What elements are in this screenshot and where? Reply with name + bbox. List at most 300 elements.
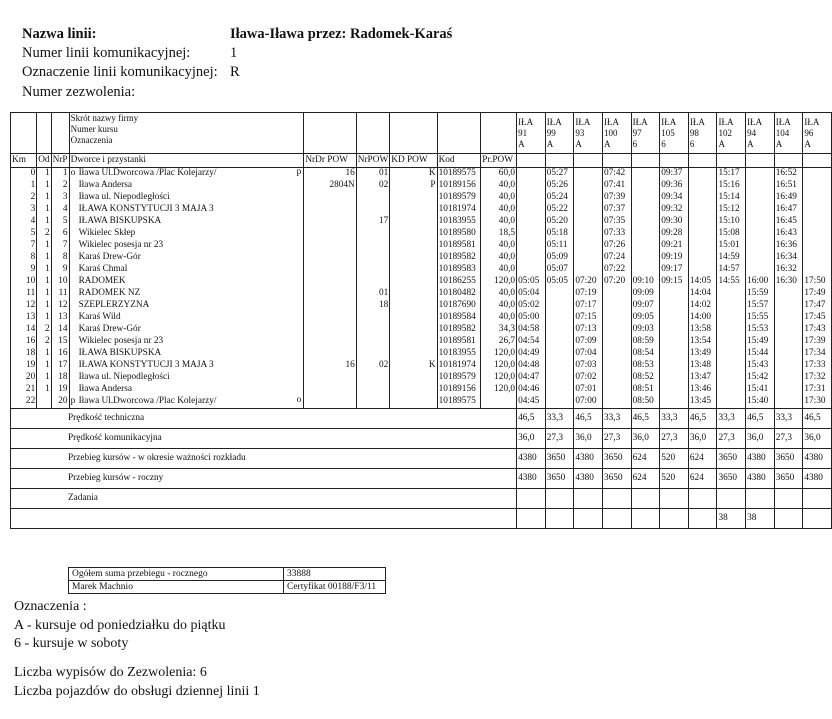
footer-value: 27,3 — [774, 429, 803, 449]
cell-time: 09:21 — [660, 240, 689, 252]
cell-time: 04:46 — [517, 384, 546, 396]
footer-label-text: Przebieg kursów - w okresie ważności rozkładu — [68, 452, 246, 463]
cell-time — [803, 180, 832, 192]
cell-stop — [69, 228, 304, 240]
cell-time — [602, 336, 631, 348]
cell-km: 9 — [11, 264, 37, 276]
cell-stop — [69, 288, 304, 300]
total-label: Ogółem suma przebiegu - rocznego — [69, 568, 284, 581]
cell-nrp: 6 — [51, 228, 69, 240]
cell-time: 05:22 — [545, 204, 574, 216]
cell-time — [688, 252, 717, 264]
table-row — [11, 192, 832, 204]
cell-time: 07:26 — [602, 240, 631, 252]
cell-kod: 10189584 — [437, 312, 481, 324]
cell-od: 1 — [37, 348, 51, 360]
cell-kd — [390, 372, 437, 384]
cell-time: 15:43 — [746, 360, 775, 372]
cell-time: 09:05 — [631, 312, 660, 324]
cell-od: 1 — [37, 216, 51, 228]
cell-nrdr — [304, 264, 356, 276]
cell-time — [602, 372, 631, 384]
footer-value: 624 — [631, 449, 660, 469]
cell-od: 2 — [37, 336, 51, 348]
table-row — [11, 228, 832, 240]
cell-kd — [390, 240, 437, 252]
cell-time: 13:58 — [688, 324, 717, 336]
cell-time: 15:40 — [746, 396, 775, 409]
cell-time — [746, 240, 775, 252]
cell-time — [631, 192, 660, 204]
footer-value: 3650 — [545, 449, 574, 469]
cell-nrpow — [356, 276, 389, 288]
cell-od: 2 — [37, 324, 51, 336]
stop-prefix: p — [70, 396, 76, 407]
footer-value: 46,5 — [574, 409, 603, 429]
cell-time: 17:30 — [803, 396, 832, 409]
cell-time: 16:49 — [774, 192, 803, 204]
cell-km: 18 — [11, 348, 37, 360]
stop-prefix: o — [70, 168, 76, 179]
cell-kd — [390, 264, 437, 276]
footer-value: 27,3 — [717, 429, 746, 449]
table-row — [11, 252, 832, 264]
footer-value: 520 — [660, 469, 689, 489]
cell-nrpow — [356, 228, 389, 240]
cell-time — [631, 180, 660, 192]
table-row — [11, 372, 832, 384]
cell-time: 07:20 — [574, 276, 603, 288]
footer-value: 624 — [631, 469, 660, 489]
cell-km: 7 — [11, 240, 37, 252]
table-row — [11, 288, 832, 300]
table-row — [11, 264, 832, 276]
cell-time — [545, 396, 574, 409]
cell-nrdr — [304, 288, 356, 300]
cell-nrdr — [304, 300, 356, 312]
cell-time: 07:33 — [602, 228, 631, 240]
cell-od: 1 — [37, 288, 51, 300]
cell-time — [774, 300, 803, 312]
cell-nrpow: 02 — [356, 360, 389, 372]
cell-time — [517, 228, 546, 240]
cell-time — [545, 384, 574, 396]
cell-time — [660, 384, 689, 396]
cell-time — [602, 288, 631, 300]
cell-nrp: 8 — [51, 252, 69, 264]
cell-km: 10 — [11, 276, 37, 288]
cell-time: 04:47 — [517, 372, 546, 384]
cell-time: 15:55 — [746, 312, 775, 324]
stop-name: RADOMEK — [78, 276, 126, 287]
col-pr: Pr.POW — [481, 154, 517, 168]
cell-km: 8 — [11, 252, 37, 264]
table-row — [11, 300, 832, 312]
cell-time — [717, 324, 746, 336]
cell-stop — [69, 336, 304, 348]
cell-od: 1 — [37, 204, 51, 216]
cell-nrp: 18 — [51, 372, 69, 384]
col-nrp: NrP — [51, 154, 69, 168]
footer-value: 46,5 — [631, 409, 660, 429]
cell-time: 07:00 — [574, 396, 603, 409]
cell-time: 07:19 — [574, 288, 603, 300]
cell-time: 08:52 — [631, 372, 660, 384]
cell-pr: 120,0 — [481, 276, 517, 288]
cell-time: 15:08 — [717, 228, 746, 240]
cell-kod: 10189575 — [437, 168, 481, 181]
cell-kd — [390, 228, 437, 240]
cell-km: 5 — [11, 228, 37, 240]
footer-value — [545, 489, 574, 509]
cell-stop — [69, 300, 304, 312]
cell-time: 09:30 — [660, 216, 689, 228]
cell-time — [545, 360, 574, 372]
col-od: Od — [37, 154, 51, 168]
stop-name: SZEPLERZYZNA — [78, 300, 150, 311]
cell-pr: 18,5 — [481, 228, 517, 240]
cell-time — [717, 336, 746, 348]
cell-time — [803, 216, 832, 228]
footer-value: 36,0 — [746, 429, 775, 449]
footer-value: 36,0 — [803, 429, 832, 449]
cell-stop — [69, 360, 304, 372]
cell-time — [746, 216, 775, 228]
footer-value: 4380 — [574, 469, 603, 489]
footer-value — [746, 489, 775, 509]
col-nrdr: NrDr POW — [304, 154, 356, 168]
cell-time: 07:03 — [574, 360, 603, 372]
cell-time: 05:20 — [545, 216, 574, 228]
cell-time: 15:42 — [746, 372, 775, 384]
cell-time: 13:48 — [688, 360, 717, 372]
cell-time: 14:04 — [688, 288, 717, 300]
cell-time: 08:54 — [631, 348, 660, 360]
cell-time: 17:50 — [803, 276, 832, 288]
cell-time: 05:04 — [517, 288, 546, 300]
cell-time: 17:43 — [803, 324, 832, 336]
cell-time: 16:30 — [774, 276, 803, 288]
cell-pr: 40,0 — [481, 216, 517, 228]
cell-kod: 10189581 — [437, 240, 481, 252]
cell-time: 16:52 — [774, 168, 803, 181]
footer-value — [803, 509, 832, 529]
footer-value: 33,3 — [602, 409, 631, 429]
cell-nrdr — [304, 348, 356, 360]
cell-nrp: 11 — [51, 288, 69, 300]
footer-row — [11, 449, 832, 469]
cell-nrp: 10 — [51, 276, 69, 288]
cell-stop — [69, 276, 304, 288]
cell-kod: 10189580 — [437, 228, 481, 240]
cell-time: 08:50 — [631, 396, 660, 409]
table-row — [11, 312, 832, 324]
cell-time — [774, 288, 803, 300]
extracts-count: Liczba wypisów do Zezwolenia: 6 — [14, 665, 207, 680]
footer-value — [717, 489, 746, 509]
cell-nrdr — [304, 192, 356, 204]
cell-nrpow — [356, 384, 389, 396]
footer-value: 36,0 — [688, 429, 717, 449]
cell-km: 4 — [11, 216, 37, 228]
cell-time — [717, 396, 746, 409]
stop-name: Iława Ul.Dworcowa /Plac Kolejarzy/ — [78, 168, 217, 179]
footer-label — [11, 489, 517, 509]
cell-time: 13:54 — [688, 336, 717, 348]
stop-name: Karaś Chmal — [78, 264, 128, 275]
footer-value: 33,3 — [717, 409, 746, 429]
cell-time — [602, 300, 631, 312]
legend-a: A - kursuje od poniedziałku do piątku — [14, 618, 226, 633]
cell-time: 09:15 — [660, 276, 689, 288]
cell-time: 07:42 — [602, 168, 631, 181]
col-km: Km — [11, 154, 37, 168]
cell-kd: P — [390, 180, 437, 192]
cell-kod: 10189579 — [437, 192, 481, 204]
cell-kod: 10180482 — [437, 288, 481, 300]
cell-time — [774, 348, 803, 360]
footer-label — [11, 429, 517, 449]
cell-time — [688, 192, 717, 204]
cell-stop — [69, 348, 304, 360]
footer-value: 520 — [660, 449, 689, 469]
cell-stop — [69, 192, 304, 204]
cell-stop — [69, 396, 304, 409]
footer-value: 33,3 — [545, 409, 574, 429]
footer-row — [11, 469, 832, 489]
cell-pr: 120,0 — [481, 360, 517, 372]
cell-kd — [390, 324, 437, 336]
footer-value: 33,3 — [660, 409, 689, 429]
cell-time: 09:03 — [631, 324, 660, 336]
cell-kd — [390, 204, 437, 216]
cell-time — [631, 216, 660, 228]
cell-time: 05:05 — [545, 276, 574, 288]
col-stops: Dworce i przystanki — [69, 154, 304, 168]
cell-time — [545, 288, 574, 300]
cell-time: 07:35 — [602, 216, 631, 228]
footer-value: 624 — [688, 449, 717, 469]
cell-time — [746, 204, 775, 216]
cell-km: 12 — [11, 300, 37, 312]
cell-time: 09:09 — [631, 288, 660, 300]
cell-time: 15:53 — [746, 324, 775, 336]
cell-time — [660, 360, 689, 372]
footer-value: 46,5 — [803, 409, 832, 429]
stop-name: RADOMEK NŻ — [78, 288, 141, 299]
col-kd: KD POW — [390, 154, 437, 168]
cell-time: 07:17 — [574, 300, 603, 312]
footer-row — [11, 509, 832, 529]
cell-time — [746, 180, 775, 192]
cell-nrpow: 02 — [356, 180, 389, 192]
cell-time — [803, 204, 832, 216]
cell-nrpow — [356, 312, 389, 324]
cell-nrpow — [356, 348, 389, 360]
cell-nrpow — [356, 396, 389, 409]
cell-time: 13:49 — [688, 348, 717, 360]
cell-kod: 10189583 — [437, 264, 481, 276]
cell-kd — [390, 252, 437, 264]
cell-time — [631, 204, 660, 216]
cell-km: 14 — [11, 324, 37, 336]
cell-time — [574, 216, 603, 228]
cell-time: 04:49 — [517, 348, 546, 360]
stop-name: Wikielec posesja nr 23 — [78, 336, 164, 347]
footer-row — [11, 429, 832, 449]
cell-time: 05:18 — [545, 228, 574, 240]
footer-value: 46,5 — [746, 409, 775, 429]
cell-nrpow — [356, 336, 389, 348]
cell-nrpow: 18 — [356, 300, 389, 312]
cell-nrdr — [304, 312, 356, 324]
cell-stop — [69, 216, 304, 228]
cell-od: 1 — [37, 240, 51, 252]
table-row — [11, 396, 832, 409]
cell-pr: 120,0 — [481, 348, 517, 360]
cell-nrp: 1 — [51, 168, 69, 181]
footer-value — [803, 489, 832, 509]
cell-kd — [390, 396, 437, 409]
cell-time — [688, 168, 717, 181]
cell-time — [660, 336, 689, 348]
cell-time: 05:11 — [545, 240, 574, 252]
line-name-label: Nazwa linii: — [22, 26, 97, 42]
cell-time: 15:17 — [717, 168, 746, 181]
cell-pr: 40,0 — [481, 204, 517, 216]
person-name: Marek Machnio — [69, 581, 284, 594]
cell-time — [803, 264, 832, 276]
cell-kd — [390, 276, 437, 288]
cell-time: 14:57 — [717, 264, 746, 276]
cell-nrp: 3 — [51, 192, 69, 204]
stop-name: Wikielec Skłep — [78, 228, 136, 239]
footer-row — [11, 409, 832, 429]
cell-nrdr — [304, 396, 356, 409]
cell-time: 07:02 — [574, 372, 603, 384]
cell-time — [717, 300, 746, 312]
header-labels: Skrót nazwy firmy Numer kursu Oznaczenia — [69, 113, 304, 154]
stop-suffix: p — [296, 167, 302, 177]
cell-od: 1 — [37, 168, 51, 181]
footer-value — [545, 509, 574, 529]
table-header-row: Skrót nazwy firmy Numer kursu Oznaczenia IŁA 91 A IŁA 99 A IŁA 93 A IŁA 100 A IŁA 97 6 IŁA 105 6 IŁA 98 6 IŁA 102 A IŁA 94 A IŁA 104 A IŁA 96 A — [11, 113, 832, 154]
cell-od: 1 — [37, 264, 51, 276]
cell-nrpow: 01 — [356, 288, 389, 300]
cell-time — [717, 372, 746, 384]
cell-time: 05:07 — [545, 264, 574, 276]
cell-time — [746, 168, 775, 181]
cell-pr: 40,0 — [481, 264, 517, 276]
cell-nrpow: 17 — [356, 216, 389, 228]
cell-time: 15:10 — [717, 216, 746, 228]
footer-value: 3650 — [717, 469, 746, 489]
stop-name: IŁAWA KONSTYTUCJI 3 MAJA 3 — [78, 360, 214, 371]
cell-time — [688, 264, 717, 276]
cell-km: 13 — [11, 312, 37, 324]
cell-time — [574, 192, 603, 204]
cell-time — [631, 264, 660, 276]
cell-time: 09:07 — [631, 300, 660, 312]
footer-value: 46,5 — [517, 409, 546, 429]
cell-time — [660, 324, 689, 336]
cell-pr: 26,7 — [481, 336, 517, 348]
cell-time — [688, 204, 717, 216]
cell-kod: 10189582 — [437, 324, 481, 336]
cell-km: 1 — [11, 180, 37, 192]
cell-od: 1 — [37, 384, 51, 396]
cell-time — [717, 348, 746, 360]
line-mark-value: R — [230, 64, 240, 80]
footer-value — [574, 489, 603, 509]
cell-kd: K — [390, 360, 437, 372]
cell-time: 05:24 — [545, 192, 574, 204]
footer-value: 4380 — [574, 449, 603, 469]
cell-kod: 10189579 — [437, 372, 481, 384]
cell-time: 17:47 — [803, 300, 832, 312]
cell-od: 1 — [37, 372, 51, 384]
cell-time — [717, 360, 746, 372]
cell-nrpow — [356, 240, 389, 252]
footer-value: 46,5 — [688, 409, 717, 429]
cell-time: 05:05 — [517, 276, 546, 288]
cell-pr — [481, 396, 517, 409]
stop-name: Iława ul. Niepodległości — [78, 192, 170, 203]
cell-time: 07:39 — [602, 192, 631, 204]
cell-time: 07:01 — [574, 384, 603, 396]
footer-value — [774, 489, 803, 509]
cell-kd — [390, 312, 437, 324]
cell-time: 08:59 — [631, 336, 660, 348]
cell-time — [774, 372, 803, 384]
cell-nrdr — [304, 204, 356, 216]
cell-time: 09:37 — [660, 168, 689, 181]
cell-time — [602, 324, 631, 336]
cell-kod: 10186255 — [437, 276, 481, 288]
cell-nrpow — [356, 192, 389, 204]
cell-time: 16:51 — [774, 180, 803, 192]
cell-nrdr — [304, 252, 356, 264]
cell-kod: 10189156 — [437, 384, 481, 396]
cell-time — [602, 312, 631, 324]
cell-time — [574, 228, 603, 240]
cell-pr: 34,3 — [481, 324, 517, 336]
cell-time — [517, 216, 546, 228]
cell-km: 16 — [11, 336, 37, 348]
footer-row — [11, 489, 832, 509]
line-name-value: Iława-Iława przez: Radomek-Karaś — [230, 26, 453, 42]
cell-nrpow — [356, 324, 389, 336]
cell-pr: 60,0 — [481, 168, 517, 181]
cell-kod: 10189156 — [437, 180, 481, 192]
cell-time: 14:59 — [717, 252, 746, 264]
cell-time: 07:09 — [574, 336, 603, 348]
stop-name: IŁAWA KONSTYTUCJI 3 MAJA 3 — [78, 204, 214, 215]
cell-pr: 120,0 — [481, 372, 517, 384]
cell-time — [746, 264, 775, 276]
cell-km: 19 — [11, 360, 37, 372]
cell-time — [660, 312, 689, 324]
cell-nrp: 12 — [51, 300, 69, 312]
certificate: Certyfikat 00188/F3/11 — [284, 581, 386, 594]
footer-value: 4380 — [803, 449, 832, 469]
cell-od: 1 — [37, 360, 51, 372]
cell-stop — [69, 372, 304, 384]
footer-value: 36,0 — [574, 429, 603, 449]
footer-value: 3650 — [774, 469, 803, 489]
cell-km: 22 — [11, 396, 37, 409]
cell-kd: K — [390, 168, 437, 181]
